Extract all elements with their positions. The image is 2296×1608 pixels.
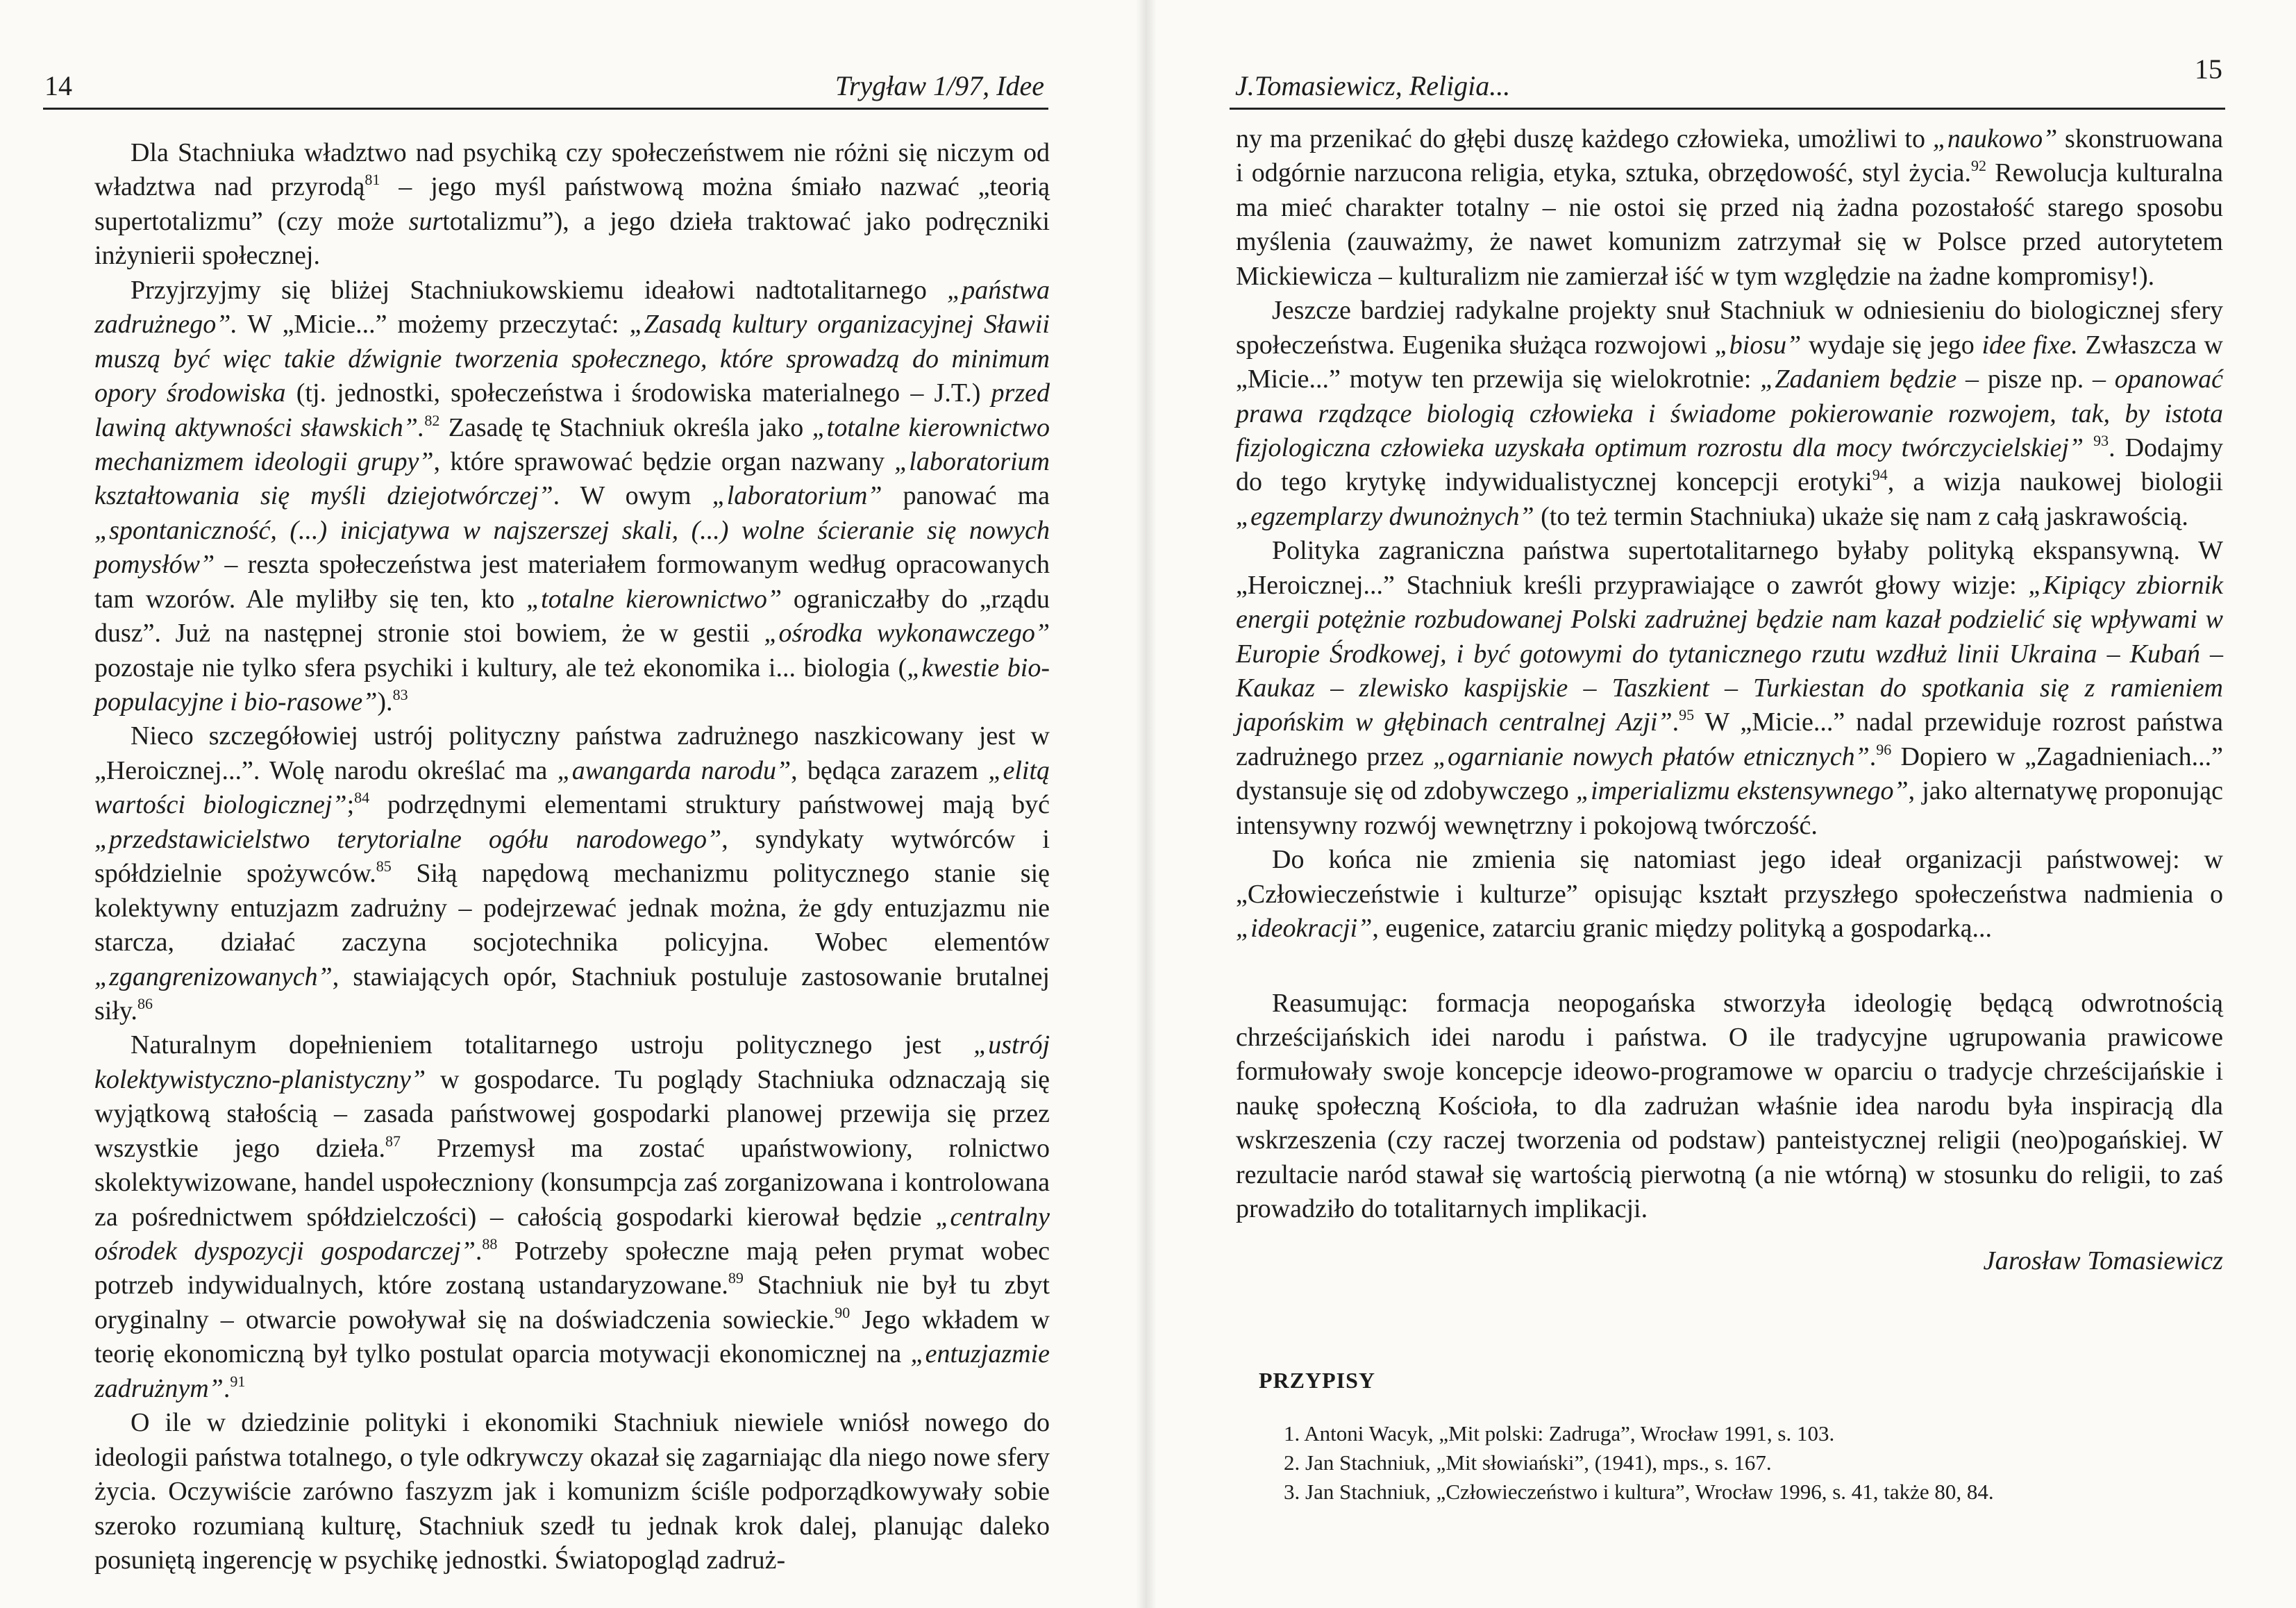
paragraph: Przyjrzyjmy się bliżej Stachniukowskiemu ideałowi nadtotalitarnego „państwa zadrużnego”. W „Micie...” możemy przeczytać: „Zasadą kultury organizacyjnej Sławii muszą być więc takie dźwignie tworzenia społecznego, które sprowadzą do minimum opory środowiska (tj. jednostki, społeczeństwa i środowiska materialnego – J.T.) przed lawiną aktywności sławskich”.$^{82}$ Zasadę tę Stachniuk określa jako „totalne kierownictwo mechanizmem ideologii grupy”, które sprawować będzie organ nazwany „laboratorium kształtowania się myśli dziejotwórczej”. W owym „laboratorium” panować ma „spontaniczność, (...) inicjatywa w najszerszej skali, (...) wolne ścieranie się nowych pomysłów” – reszta społeczeństwa jest materiałem formowanym według opracowanych tam wzorów. Ale myliłby się ten, kto „totalne kierownictwo” ograniczałby do „rządu dusz”. Już na następnej stronie stoi bowiem, że w gestii „ośrodka wykonawczego” pozostaje nie tylko sfera psychiki i kultury, ale też ekonomika i... biologia („kwestie bio-populacyjne i bio-rasowe”).$^{83}$ xyxy=(94,275,1050,717)
italic-quote: „laboratorium” xyxy=(712,481,882,511)
footnote-ref: 96 xyxy=(1876,740,1892,758)
italic-quote: „biosu” xyxy=(1714,330,1802,360)
paragraph: O ile w dziedzinie polityki i ekonomiki Stachniuk niewiele wniósł nowego do ideologii państwa totalnego, o tyle odkrywczy okazał się zagarniając dla niego nowe sfery życia. Oczywiście zarówno faszyzm jak i komunizm ściśle podporządkowywały sobie szeroko rozumianą kulturę, Stachniuk szedł tu jednak krok dalej, planując daleko posuniętą ingerencję w psychikę jednostki. Światopogląd zadruż- xyxy=(94,1408,1050,1575)
italic-quote: „ośrodka wykonawczego” xyxy=(764,619,1050,648)
footnote-ref: 92 xyxy=(1971,157,1986,175)
page-number: 14 xyxy=(44,70,72,101)
footnote-ref: 93 xyxy=(2093,431,2109,449)
italic-quote: „Zasadą kultury organizacyjnej Sławii muszą być więc takie dźwignie tworzenia społecznego, które sprowadzą do minimum opory środowiska xyxy=(94,310,1050,408)
italic-quote: idee fixe. xyxy=(1981,330,2078,360)
footnote-ref: 91 xyxy=(230,1372,246,1390)
italic-quote: „kwestie bio-populacyjne i bio-rasowe” xyxy=(94,653,1050,717)
header-rule xyxy=(1230,108,2225,110)
footnote-ref: 94 xyxy=(1872,466,1888,484)
italic-quote: „Kipiący zbiornik energii potężnie rozbudowanej Polski zadrużnej będzie nam kazał podzielić się wpływami w Europie Środkowej, i być gotowymi do tytanicznego rzutu wzdłuż linii Ukraina – Kubań – Kaukaz – zlewisko kaspijskie – Taszkient – Turkiestan do spotkania się z ramieniem japońskim w głębinach centralnej Azji” xyxy=(1236,570,2223,737)
paragraph: Jeszcze bardziej radykalne projekty snuł Stachniuk w odniesieniu do biologicznej sfery społeczeństwa. Eugenika służąca rozwojowi „biosu” wydaje się jego idee fixe. Zwłaszcza w „Micie...” motyw ten przewija się wielokrotnie: „Zadaniem będzie – pisze np. – opanować prawa rządzące biologią człowieka i świadome pokierowanie rozwojem, tak, by istota fizjologiczna człowieka uzyskała optimum rozrostu dla mocy twórczycielskiej” $^{93}$. Dodajmy do tego krytykę indywidualistycznej koncepcji erotyki$^{94}$, a wizja naukowej biologii „egzemplarzy dwunożnych” (to też termin Stachniuka) ukaże się nam z całą jaskrawością. xyxy=(1236,296,2223,531)
footnote-ref: 83 xyxy=(392,686,408,703)
italic-quote: „zgangrenizowanych” xyxy=(94,962,333,991)
italic-quote: „ustrój kolektywistyczno-planistyczny” xyxy=(94,1030,1050,1094)
italic-quote: „ogarnianie nowych płatów etnicznych” xyxy=(1432,742,1870,771)
footnotes-list xyxy=(1284,1419,2186,1507)
page-number: 15 xyxy=(2195,53,2222,85)
italic-quote: „naukowo” xyxy=(1932,124,2058,153)
running-title: Trygław 1/97, Idee xyxy=(835,70,1044,101)
italic-quote: „przedstawicielstwo terytorialne ogółu narodowego” xyxy=(94,824,722,854)
italic-quote: „państwa zadrużnego”. xyxy=(94,275,1050,340)
paragraph: Reasumując: formacja neopogańska stworzyła ideologię będącą odwrotnością chrześcijańskich idei narodu i państwa. O ile tradycyjne ugrupowania prawicowe formułowały swoje koncepcje ideowo-programowe w oparciu o tradycje chrześcijańskie i naukę społeczną Kościoła, to dla zadrużan właśnie idea narodu była inspiracją dla wskrzeszenia (czy raczej tworzenia od podstaw) panteistycznej religii (neo)pogańskiej. W rezultacie naród stawał się wartością pierwotną (a nie wtórną) w stosunku do religii, to zaś prowadziło do totalitarnych implikacji. xyxy=(1236,988,2223,1224)
italic-quote: „egzemplarzy dwunożnych” xyxy=(1236,501,1534,531)
paragraph: Nieco szczegółowiej ustrój polityczny państwa zadrużnego naszkicowany jest w „Heroicznej...”. Wolę narodu określać ma „awangarda narodu”, będąca zarazem „elitą wartości biologicznej”;$^{84}$ podrzędnymi elementami struktury państwowej mają być „przedstawicielstwo terytorialne ogółu narodowego”, syndykaty wytwórców i spółdzielnie spożywców.$^{85}$ Siłą napędową mechanizmu politycznego stanie się kolektywny entuzjazm zadrużny – podejrzewać jednak można, że gdy entuzjazmu nie starcza, działać zaczyna socjotechnika policyjna. Wobec elementów „zgangrenizowanych”, stawiających opór, Stachniuk postuluje zastosowanie brutalnej siły.$^{86}$ xyxy=(94,721,1050,1025)
italic-quote: „centralny ośrodek dyspozycji gospodarczej” xyxy=(94,1202,1050,1266)
italic-quote: „elitą wartości biologicznej” xyxy=(94,755,1050,820)
italic-quote: „awangarda narodu” xyxy=(557,755,791,785)
paragraph: Dla Stachniuka władztwo nad psychiką czy społeczeństwem nie różni się niczym od władztwa nad przyrodą$^{81}$ – jego myśl państwową można śmiało nazwać „teorią supertotalizmu” (czy może surtotalizmu”), a jego dzieła traktować jako podręczniki inżynierii społecznej. xyxy=(94,138,1050,271)
italic-quote: „laboratorium kształtowania się myśli dziejotwórczej” xyxy=(94,446,1050,511)
author-signature: Jarosław Tomasiewicz xyxy=(1983,1246,2223,1275)
right-page-header xyxy=(1230,53,2225,110)
header-rule xyxy=(43,108,1048,110)
right-page xyxy=(1149,0,2296,1608)
paragraph: ny ma przenikać do głębi duszę każdego człowieka, umożliwi to „naukowo” skonstruowana i odgórnie narzucona religia, etyka, sztuka, obrzędowość, styl życia.$^{92}$ Rewolucja kulturalna ma mieć charakter totalny – nie ostoi się przed nią żadna pozostałość starego sposobu myślenia (zauważmy, że nawet komunizm zatrzymał się w Polsce przed autorytetem Mickiewicza – kulturalizm nie zamierzał iść w tym względzie na żadne kompromisy!). xyxy=(1236,124,2224,291)
footnote-ref: 82 xyxy=(424,411,440,429)
footnote-ref: 89 xyxy=(728,1269,744,1287)
italic-quote: opanować prawa rządzące biologią człowieka i świadome pokierowanie rozwojem, tak, by istota fizjologiczna człowieka uzyskała optimum rozrostu dla mocy twórczycielskiej” xyxy=(1236,365,2223,462)
paragraph: Naturalnym dopełnieniem totalitarnego ustroju politycznego jest „ustrój kolektywistyczno-planistyczny” w gospodarce. Tu poglądy Stachniuka odznaczają się wyjątkową stałością – zasada państwowej gospodarki planowej przewija się przez wszystkie jego dzieła.$^{87}$ Przemysł ma zostać upaństwowiony, rolnictwo skolektywizowane, handel uspołeczniony (konsumpcja zaś zorganizowana i kontrolowana za pośrednictwem spółdzielczości) – całością gospodarki kierował będzie „centralny ośrodek dyspozycji gospodarczej”.$^{88}$ Potrzeby społeczne mają pełen prymat wobec potrzeb indywidualnych, które zostaną ustandaryzowane.$^{89}$ Stachniuk nie był tu zbyt oryginalny – otwarcie powoływał się na doświadczenia sowieckie.$^{90}$ Jego wkładem w teorię ekonomiczną był tylko postulat oparcia motywacji ekonomicznej na „entuzjazmie zadrużnym”.$^{91}$ xyxy=(94,1030,1050,1403)
italic-quote: „totalne kierownictwo” xyxy=(526,584,782,614)
footnote: 3. Jan Stachniuk, „Człowieczeństwo i kultura”, Wrocław 1996, s. 41, także 80, 84. xyxy=(1284,1480,1994,1504)
footnote-ref: 84 xyxy=(354,789,370,807)
left-body-text xyxy=(94,136,1050,1577)
footnote-ref: 88 xyxy=(482,1235,498,1253)
footnote-ref: 90 xyxy=(835,1303,850,1321)
footnotes-heading: PRZYPISY xyxy=(1259,1368,1376,1393)
italic-quote: „totalne kierownictwo mechanizmem ideologii grupy” xyxy=(94,412,1050,476)
running-title: J.Tomasiewicz, Religia... xyxy=(1235,70,1511,101)
footnote-ref: 87 xyxy=(385,1132,401,1150)
italic-quote: sur xyxy=(408,206,443,236)
left-page-header xyxy=(43,68,1048,110)
left-page xyxy=(0,0,1146,1608)
right-body-text xyxy=(1236,122,2223,1227)
footnote-ref: 86 xyxy=(137,994,153,1012)
footnote-ref: 95 xyxy=(1679,706,1695,724)
italic-quote: „imperializmu ekstensywnego” xyxy=(1575,776,1909,806)
footnote-ref: 81 xyxy=(364,171,380,189)
footnote: 1. Antoni Wacyk, „Mit polski: Zadruga”, Wrocław 1991, s. 103. xyxy=(1284,1421,1835,1446)
italic-quote: „Zadaniem będzie xyxy=(1760,365,1957,394)
italic-quote: przed lawiną aktywności sławskich”. xyxy=(94,378,1050,442)
italic-quote: „entuzjazmie zadrużnym” xyxy=(94,1339,1050,1403)
footnote: 2. Jan Stachniuk, „Mit słowiański”, (1941), mps., s. 167. xyxy=(1284,1450,1772,1475)
italic-quote: „ideokracji” xyxy=(1236,914,1373,944)
paragraph: Polityka zagraniczna państwa supertotalitarnego byłaby polityką ekspansywną. W „Heroicznej...” Stachniuk kreśli przyprawiające o zawrót głowy wizje: „Kipiący zbiornik energii potężnie rozbudowanej Polski zadrużnej będzie nam kazał podzielić się wpływami w Europie Środkowej, i być gotowymi do tytanicznego rzutu wzdłuż linii Ukraina – Kubań – Kaukaz – zlewisko kaspijskie – Taszkient – Turkiestan do spotkania się z ramieniem japońskim w głębinach centralnej Azji”.$^{95}$ W „Micie...” nadal przewiduje rozrost państwa zadrużnego przez „ogarnianie nowych płatów etnicznych”.$^{96}$ Dopiero w „Zagadnieniach...” dystansuje się od zdobywczego „imperializmu ekstensywnego”, jako alternatywę proponując intensywny rozwój wewnętrzny i pokojową twórczość. xyxy=(1236,536,2224,840)
footnote-ref: 85 xyxy=(376,857,392,876)
paragraph: Do końca nie zmienia się natomiast jego ideał organizacji państwowej: w „Człowieczeństwie i kulturze” opisując kształt przyszłego społeczeństwa nadmienia o „ideokracji”, eugenice, zatarciu granic między polityką a gospodarką... xyxy=(1236,845,2223,944)
italic-quote: „spontaniczność, (...) inicjatywa w najszerszej skali, (...) wolne ścieranie się nowych pomysłów” xyxy=(94,515,1050,580)
